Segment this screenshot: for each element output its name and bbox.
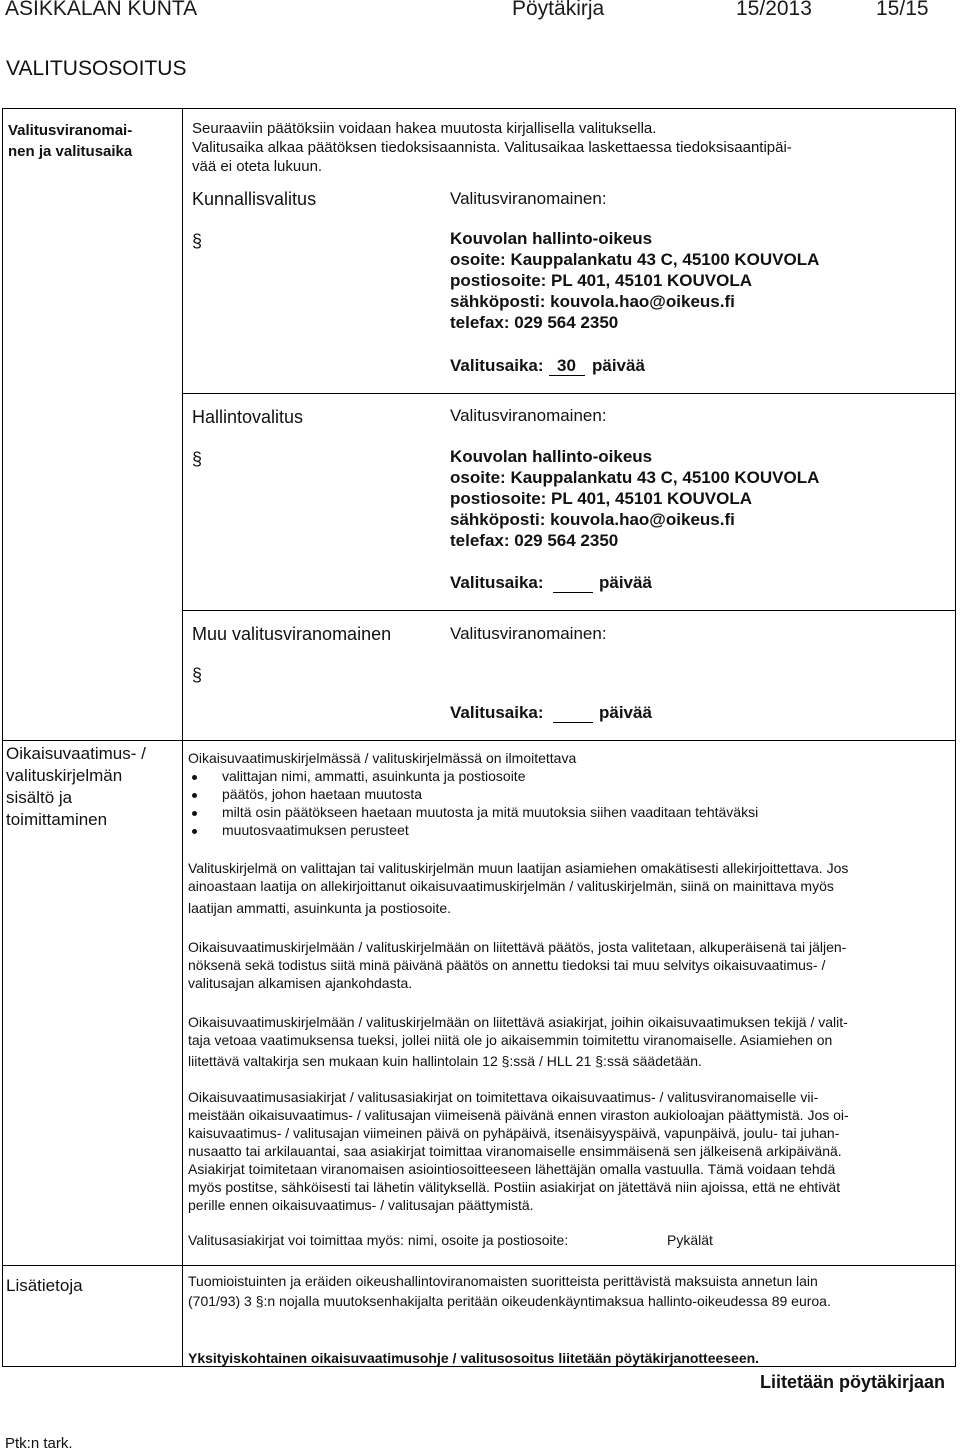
section2-label-line1: Oikaisuvaatimus- / <box>6 744 146 763</box>
hv-authority-line-2: osoite: Kauppalankatu 43 C, 45100 KOUVOLA <box>450 468 820 487</box>
page-title: VALITUSOSOITUS <box>6 57 187 80</box>
p3-line-3: liitettävä valtakirja sen mukaan kuin hallintolain 12 §:ssä / HLL 21 §:ssä säädetään. <box>188 1053 702 1069</box>
p3-line-2: taja vetoaa vaatimuksensa tueksi, jollei niitä ole jo aikaisemmin toimitettu viranomaiselle. Asiamiehen on <box>188 1032 833 1048</box>
row-divider-2 <box>2 1265 956 1266</box>
section2-label-line3: sisältö ja <box>6 788 73 807</box>
p1-line-1: Valituskirjelmä on valittajan tai valituskirjelmän muun laatijan asiamiehen omakätisesti allekirjoittettava. Jos <box>188 860 849 876</box>
kv-time-value: 30 <box>557 356 576 375</box>
bullet-item-2: päätös, johon haetaan muutosta <box>222 786 423 802</box>
header-page: 15/15 <box>876 0 929 20</box>
p1-line-2: ainoastaan laatija on allekirjoittanut oikaisuvaatimuskirjelmän / valituskirjelmän, siinä on mainittava myös <box>188 878 834 894</box>
p4-line-3: kaisuvaatimus- / valitusajan viimeinen päivä on pyhäpäivä, itsenäisyyspäivä, vapunpäivä, joulu- tai juhan- <box>188 1125 840 1141</box>
hv-authority-line-5: telefax: 029 564 2350 <box>450 531 619 550</box>
p4-line-6: myös postitse, sähköisesti tai lähetin välityksellä. Postiin asiakirjat on jätettävä niin ajoissa, että ne ehtivät <box>188 1179 841 1195</box>
pykalat-label: Pykälät <box>667 1232 713 1248</box>
hv-time-label: Valitusaika: <box>450 573 544 592</box>
inner-divider-1 <box>182 393 955 394</box>
intro-line-2: Valitusaika alkaa päätöksen tiedoksisaannista. Valitusaikaa laskettaessa tiedoksisaantipäi- <box>192 139 792 156</box>
bullet-dot-1 <box>192 775 197 780</box>
table-column-divider <box>182 108 183 1367</box>
p4-line-4: nusaatto tai arkilauantai, saa asiakirjat toimittaa viranomaiselle ensimmäisenä sen jälkeisenä arkipäivänä. <box>188 1143 842 1159</box>
p3-line-1: Oikaisuvaatimuskirjelmään / valituskirjelmään on liitettävä asiakirjat, joihin oikaisuvaatimuksen tekijä / valit- <box>188 1014 848 1030</box>
p4-line-7: perille ennen oikaisuvaatimus- / valitusajan päättymistä. <box>188 1197 534 1213</box>
kv-time-underline <box>549 375 585 376</box>
kv-authority-line-3: postiosoite: PL 401, 45101 KOUVOLA <box>450 271 752 290</box>
lisatietoja-line-1: Tuomioistuinten ja eräiden oikeushallintoviranomaisten suoritteista perittävistä maksuista annetun lain <box>188 1273 818 1289</box>
hallintovalitus-authority-label: Valitusviranomainen: <box>450 406 607 425</box>
hv-authority-line-3: postiosoite: PL 401, 45101 KOUVOLA <box>450 489 752 508</box>
bullet-item-1: valittajan nimi, ammatti, asuinkunta ja postiosoite <box>222 768 526 784</box>
header-doc-type: Pöytäkirja <box>512 0 605 20</box>
kv-authority-line-5: telefax: 029 564 2350 <box>450 313 619 332</box>
muu-heading: Muu valitusviranomainen <box>192 624 392 644</box>
p2-line-3: valitusajan alkamisen ajankohdasta. <box>188 975 413 991</box>
p2-line-1: Oikaisuvaatimuskirjelmään / valituskirjelmään on liitettävä päätös, josta valitetaan, alkuperäisenä tai jäljen- <box>188 939 847 955</box>
bullet-dot-4 <box>192 829 197 834</box>
inner-divider-2 <box>182 610 955 611</box>
lisatietoja-line-2: (701/93) 3 §:n nojalla muutoksenhakijalta peritään oikeudenkäyntimaksua hallinto-oikeudessa 89 euroa. <box>188 1293 831 1309</box>
intro-line-3: vää ei oteta lukuun. <box>192 158 323 175</box>
header-org: ASIKKALAN KUNTA <box>5 0 198 20</box>
hv-authority-line-1: Kouvolan hallinto-oikeus <box>450 447 653 466</box>
footer-ptk: Ptk:n tark. <box>5 1435 73 1452</box>
intro-line-1: Seuraaviin päätöksiin voidaan hakea muutosta kirjallisella valituksella. <box>192 120 657 137</box>
table-right-border <box>955 108 956 1367</box>
hallintovalitus-heading: Hallintovalitus <box>192 407 304 427</box>
section1-label-line2: nen ja valitusaika <box>8 143 133 160</box>
paragraph-symbol-2: § <box>192 449 203 469</box>
kunnallisvalitus-authority-label: Valitusviranomainen: <box>450 189 607 208</box>
bullet-item-4: muutosvaatimuksen perusteet <box>222 822 409 838</box>
hv-time-unit: päivää <box>599 573 652 592</box>
paragraph-symbol-3: § <box>192 665 203 685</box>
row-divider-1 <box>2 740 956 741</box>
section2-label-line2: valituskirjelmän <box>6 766 123 785</box>
muu-time-label: Valitusaika: <box>450 703 544 722</box>
paragraph-symbol-1: § <box>192 231 203 251</box>
kv-authority-line-4: sähköposti: kouvola.hao@oikeus.fi <box>450 292 735 311</box>
hv-authority-line-4: sähköposti: kouvola.hao@oikeus.fi <box>450 510 735 529</box>
lisatietoja-bold-line: Yksityiskohtainen oikaisuvaatimusohje / valitusosoitus liitetään pöytäkirjanotteeseen. <box>188 1350 760 1366</box>
kv-time-label: Valitusaika: <box>450 356 544 375</box>
p4-line-2: meistään oikaisuvaatimus- / valitusajan viimeisenä päivänä ennen viraston aukioloajan päättymistä. Jos oi- <box>188 1107 849 1123</box>
table-top-border <box>2 108 956 109</box>
kv-time-unit: päivää <box>592 356 645 375</box>
muu-authority-label: Valitusviranomainen: <box>450 624 607 643</box>
table-left-border <box>2 108 3 1367</box>
section1-label-line1: Valitusviranomai- <box>8 122 133 139</box>
kunnallisvalitus-heading: Kunnallisvalitus <box>192 189 317 209</box>
bullet-dot-3 <box>192 811 197 816</box>
section2-lead: Oikaisuvaatimuskirjelmässä / valituskirjelmässä on ilmoitettava <box>188 750 577 766</box>
section2-label-line4: toimittaminen <box>6 810 108 829</box>
bullet-item-3: miltä osin päätökseen haetaan muutosta ja mitä muutoksia siihen vaaditaan tehtäväksi <box>222 804 759 820</box>
muu-time-unit: päivää <box>599 703 652 722</box>
footer-attach: Liitetään pöytäkirjaan <box>760 1372 946 1392</box>
kv-authority-line-2: osoite: Kauppalankatu 43 C, 45100 KOUVOLA <box>450 250 820 269</box>
p4-line-1: Oikaisuvaatimusasiakirjat / valitusasiakirjat on toimitettava oikaisuvaatimus- / valitusviranomaiselle vii- <box>188 1089 819 1105</box>
muu-time-blank <box>553 722 593 723</box>
p2-line-2: nöksenä sekä todistus siitä minä päivänä päätös on annettu tiedoksi tai muu selvitys oikaisuvaatimus- / <box>188 957 826 973</box>
bullet-dot-2 <box>192 793 197 798</box>
p4-line-5: Asiakirjat toimitetaan viranomaisen asiointiosoitteeseen lähettäjän omalla vastuulla. Tämä voidaan tehdä <box>188 1161 836 1177</box>
also-send-line: Valitusasiakirjat voi toimittaa myös: nimi, osoite ja postiosoite: <box>188 1232 569 1248</box>
hv-time-blank <box>553 592 593 593</box>
section3-label: Lisätietoja <box>6 1276 83 1295</box>
kv-authority-line-1: Kouvolan hallinto-oikeus <box>450 229 653 248</box>
header-doc-number: 15/2013 <box>736 0 812 20</box>
p1-line-3: laatijan ammatti, asuinkunta ja postiosoite. <box>188 900 452 916</box>
